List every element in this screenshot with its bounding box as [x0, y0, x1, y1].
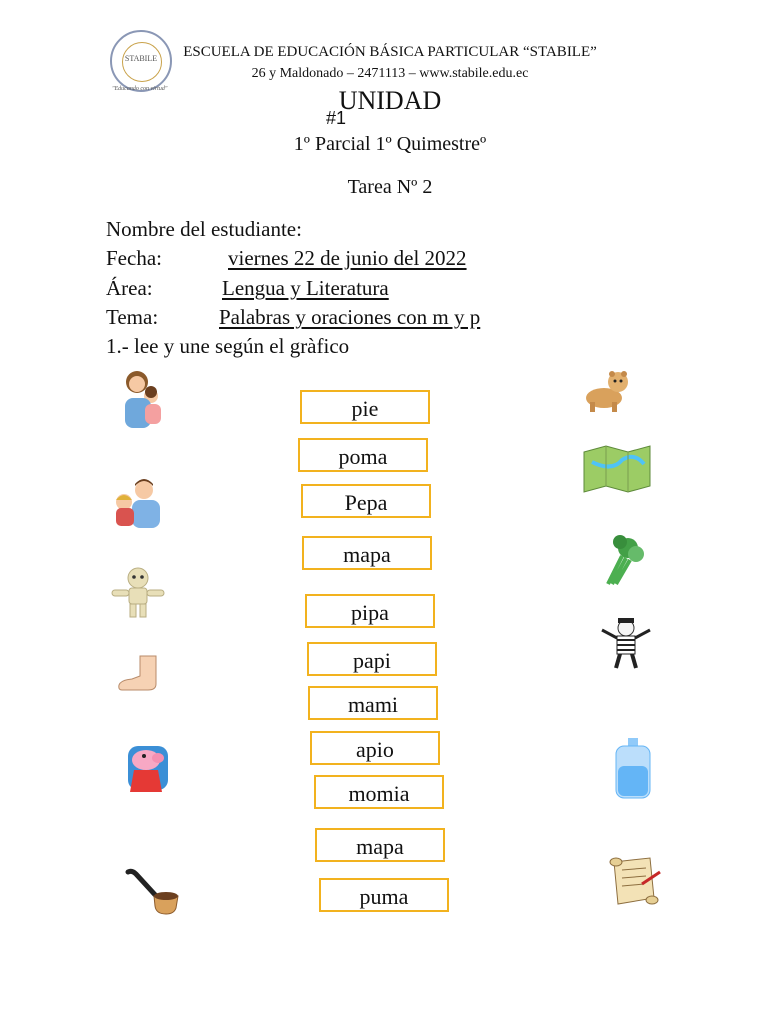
date-label: Fecha:: [106, 246, 162, 270]
logo-text: STABILE: [124, 54, 158, 63]
area-value: Lengua y Literatura: [222, 276, 389, 300]
school-logo: [110, 30, 172, 92]
father-child-icon[interactable]: [108, 476, 164, 532]
word-box[interactable]: momia: [314, 775, 444, 809]
word-box[interactable]: poma: [298, 438, 428, 472]
period-title: 1º Parcial 1º Quimestreº: [293, 133, 487, 155]
mother-child-icon[interactable]: [115, 366, 171, 432]
scroll-icon[interactable]: [606, 854, 662, 908]
topic-value: Palabras y oraciones con m y p: [219, 305, 481, 329]
pipe-icon[interactable]: [124, 866, 182, 916]
word-box[interactable]: papi: [307, 642, 437, 676]
area-label: Área:: [106, 276, 153, 300]
water-bottle-icon[interactable]: [604, 736, 662, 800]
peppa-pig-icon[interactable]: [120, 740, 176, 796]
word-box[interactable]: mami: [308, 686, 438, 720]
celery-icon[interactable]: [600, 532, 644, 586]
word-box[interactable]: mapa: [302, 536, 432, 570]
word-box[interactable]: pie: [300, 390, 430, 424]
word-box[interactable]: apio: [310, 731, 440, 765]
puma-cub-icon[interactable]: [582, 366, 632, 414]
topic-label: Tema:: [106, 305, 159, 329]
school-address: 26 y Maldonado – 2471113 – www.stabile.edu.ec: [251, 66, 529, 81]
word-box[interactable]: puma: [319, 878, 449, 912]
foot-icon[interactable]: [116, 654, 162, 692]
word-box[interactable]: Pepa: [301, 484, 431, 518]
logo-motto: "Educando con virtud": [112, 86, 168, 92]
word-box[interactable]: pipa: [305, 594, 435, 628]
unit-number: #1: [326, 108, 347, 128]
word-box[interactable]: mapa: [315, 828, 445, 862]
mime-icon[interactable]: [598, 618, 654, 670]
mummy-icon[interactable]: [110, 566, 166, 618]
instruction: 1.- lee y une según el gràfico: [106, 334, 350, 358]
task-title: Tarea Nº 2: [347, 176, 433, 198]
date-value: viernes 22 de junio del 2022: [228, 246, 467, 270]
school-name: ESCUELA DE EDUCACIÓN BÁSICA PARTICULAR “STABILE”: [183, 44, 597, 60]
map-icon[interactable]: [582, 442, 652, 494]
student-label: Nombre del estudiante:: [106, 217, 302, 241]
unit-title: UNIDAD: [338, 86, 442, 115]
